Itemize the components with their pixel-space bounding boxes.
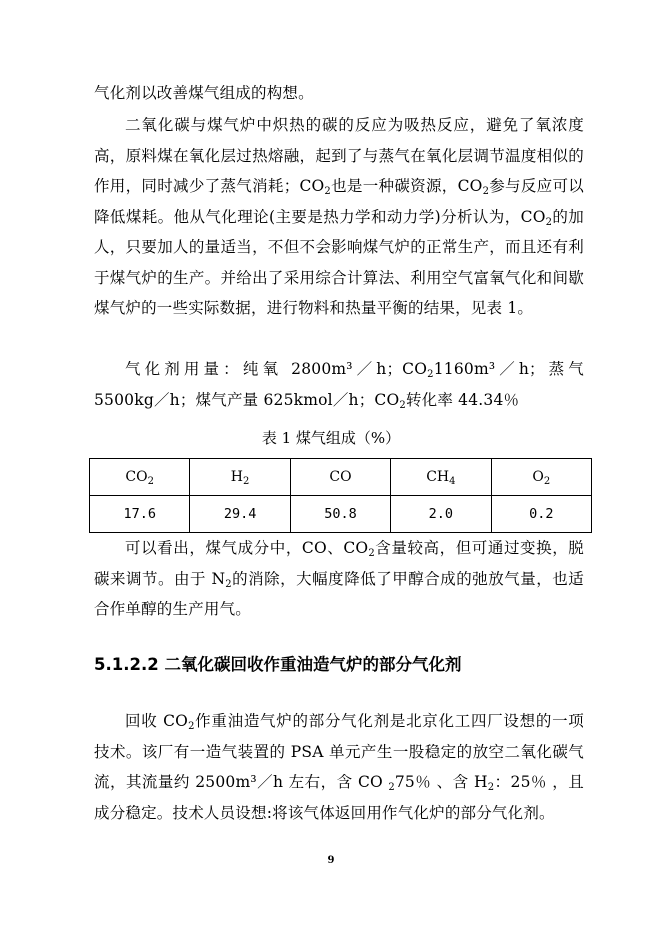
table-header-cell: CO <box>290 459 390 496</box>
paragraph-co2-reaction: 二氧化碳与煤气炉中炽热的碳的反应为吸热反应，避免了氧浓度高，原料煤在氧化层过热熔融，起到了与蒸气在氧化层调节温度相似的作用，同时减少了蒸气消耗；$CO_2$也是一种碳资源，$CO_2$参与反应可以降低煤耗。他从气化理论(主要是热力学和动力学)分析认为，$CO_2$的加人，只要加人的量适当，不但不会影响煤气炉的正常生产，而且还有利于煤气炉的生产。并给出了采用综合计算法、利用空气富氧气化和间歇煤气炉的一些实际数据，进行物料和热量平衡的结果，见表 1。 <box>94 116 584 317</box>
gas-composition-table <box>89 458 592 533</box>
table-caption: 表 1 煤气组成（%） <box>261 429 401 447</box>
table-header-cell: $O_2$ <box>491 459 591 496</box>
table-row <box>90 496 592 533</box>
paragraph-heavy-oil-gasifier: 回收 $CO_2$作重油造气炉的部分气化剂是北京化工四厂设想的一项技术。该厂有一造气装置的 PSA 单元产生一股稳定的放空二氧化碳气流，其流量约 2500m³／h 左右，含 CO $_2$75％ 、含 $H_2$：25％ ，且成分稳定。技术人员设想:将该气体返回用作气化炉的部分气化剂。 <box>94 712 584 822</box>
table-cell: 2.0 <box>391 496 491 533</box>
section-heading: 5.1.2.2 二氧化碳回收作重油造气炉的部分气化剂 <box>94 655 462 674</box>
paragraph-analysis: 可以看出，煤气成分中，CO、$CO_2$含量较高，但可通过变换，脱碳来调节。由于 $N_2$的消除，大幅度降低了甲醇合成的弛放气量，也适合作单醇的生产用气。 <box>94 539 585 618</box>
table-cell: 50.8 <box>290 496 390 533</box>
table-cell: 0.2 <box>491 496 591 533</box>
table-header-cell: $CH_4$ <box>391 459 491 496</box>
page-number: 9 <box>327 855 335 866</box>
table-header-row <box>90 459 592 496</box>
table-header-cell: $H_2$ <box>190 459 290 496</box>
table-cell: 29.4 <box>190 496 290 533</box>
table-header-cell: $CO_2$ <box>90 459 190 496</box>
paragraph-gasifier-usage: 气化剂用量：纯氧 2800m³／h；$CO_21160m^3/h$；蒸气 5500kg／h；煤气产量 625kmol／h；$CO_2$转化率 44.34％ <box>94 360 584 411</box>
paragraph-intro-continued: 气化剂以改善煤气组成的构想。 <box>94 84 314 102</box>
table-cell: 17.6 <box>90 496 190 533</box>
